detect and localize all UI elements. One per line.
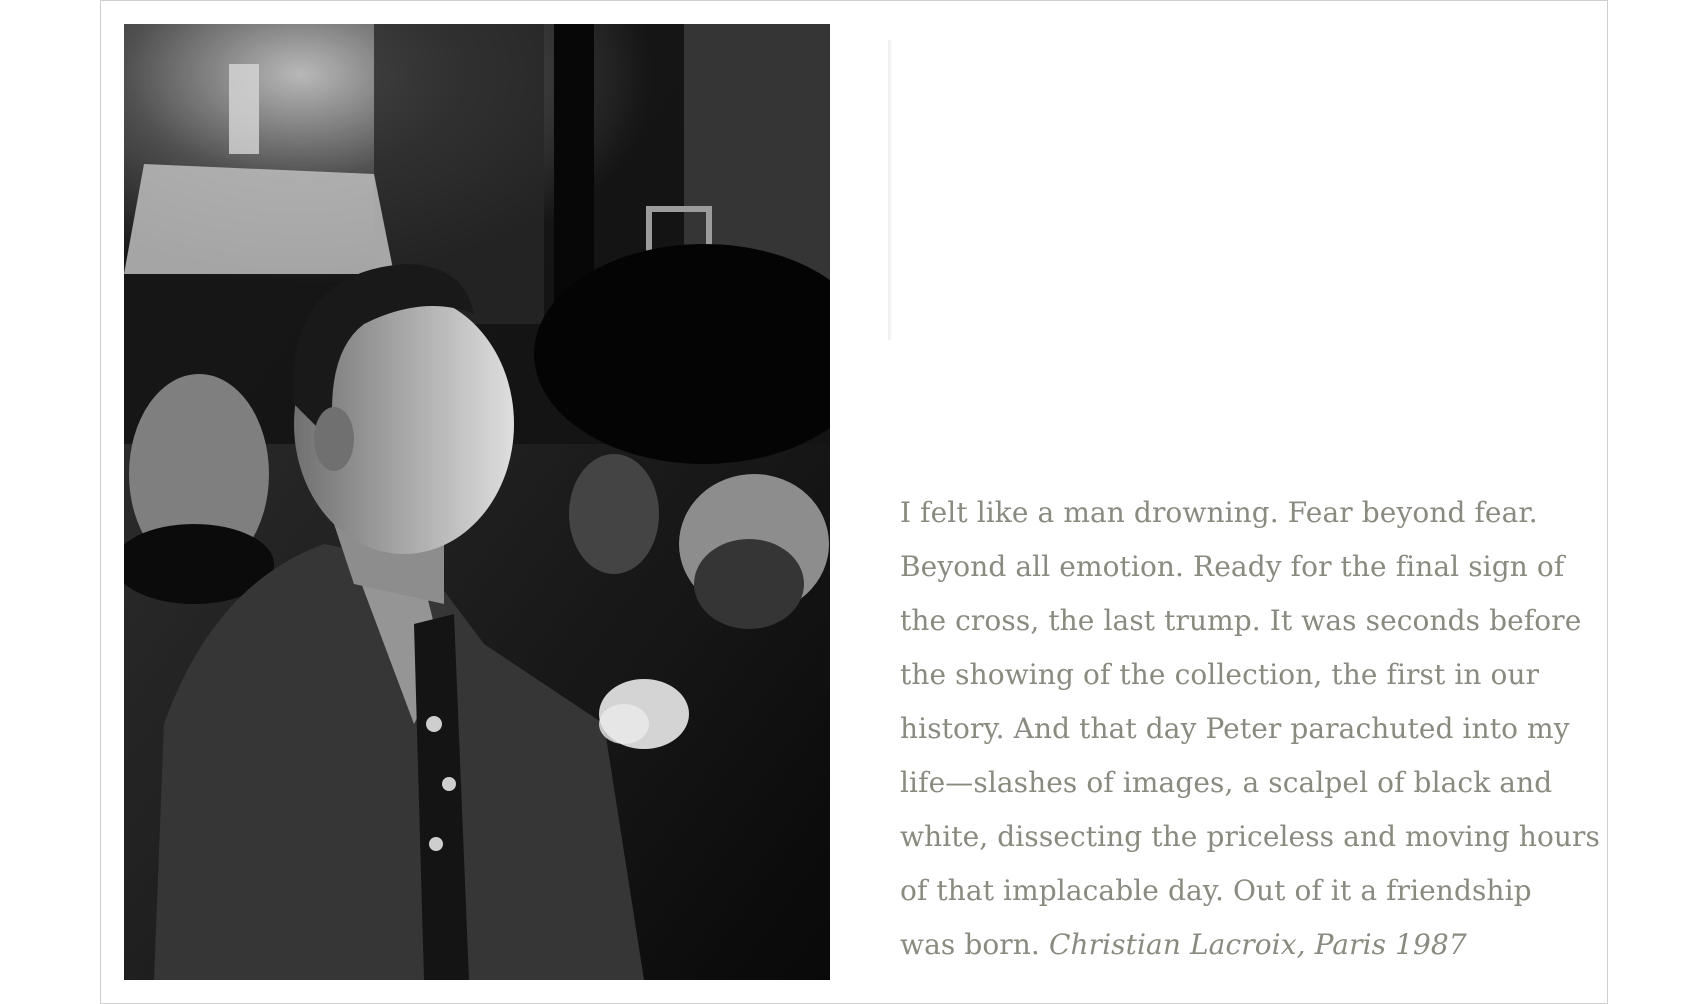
quote-line: the showing of the collection, the first in our <box>900 658 1540 691</box>
photo-illustration <box>124 24 830 980</box>
quote-line: life—slashes of images, a scalpel of black and <box>900 766 1553 799</box>
quote-attribution: Christian Lacroix, Paris 1987 <box>1048 928 1467 961</box>
quote-line: of that implacable day. Out of it a friendship <box>900 874 1532 907</box>
quote-line: white, dissecting the priceless and moving hours <box>900 820 1601 853</box>
quote-text <box>900 486 1601 972</box>
quote-line: history. And that day Peter parachuted into my <box>900 712 1570 745</box>
quote-line: the cross, the last trump. It was seconds before <box>900 604 1582 637</box>
quote-last-line <box>900 918 1590 972</box>
page-shadow-line <box>888 40 892 340</box>
quote-line: Beyond all emotion. Ready for the final sign of <box>900 550 1565 583</box>
quote-line: I felt like a man drowning. Fear beyond fear. <box>900 496 1538 529</box>
black-and-white-photo <box>124 24 830 980</box>
quote-line: was born. <box>900 928 1040 961</box>
